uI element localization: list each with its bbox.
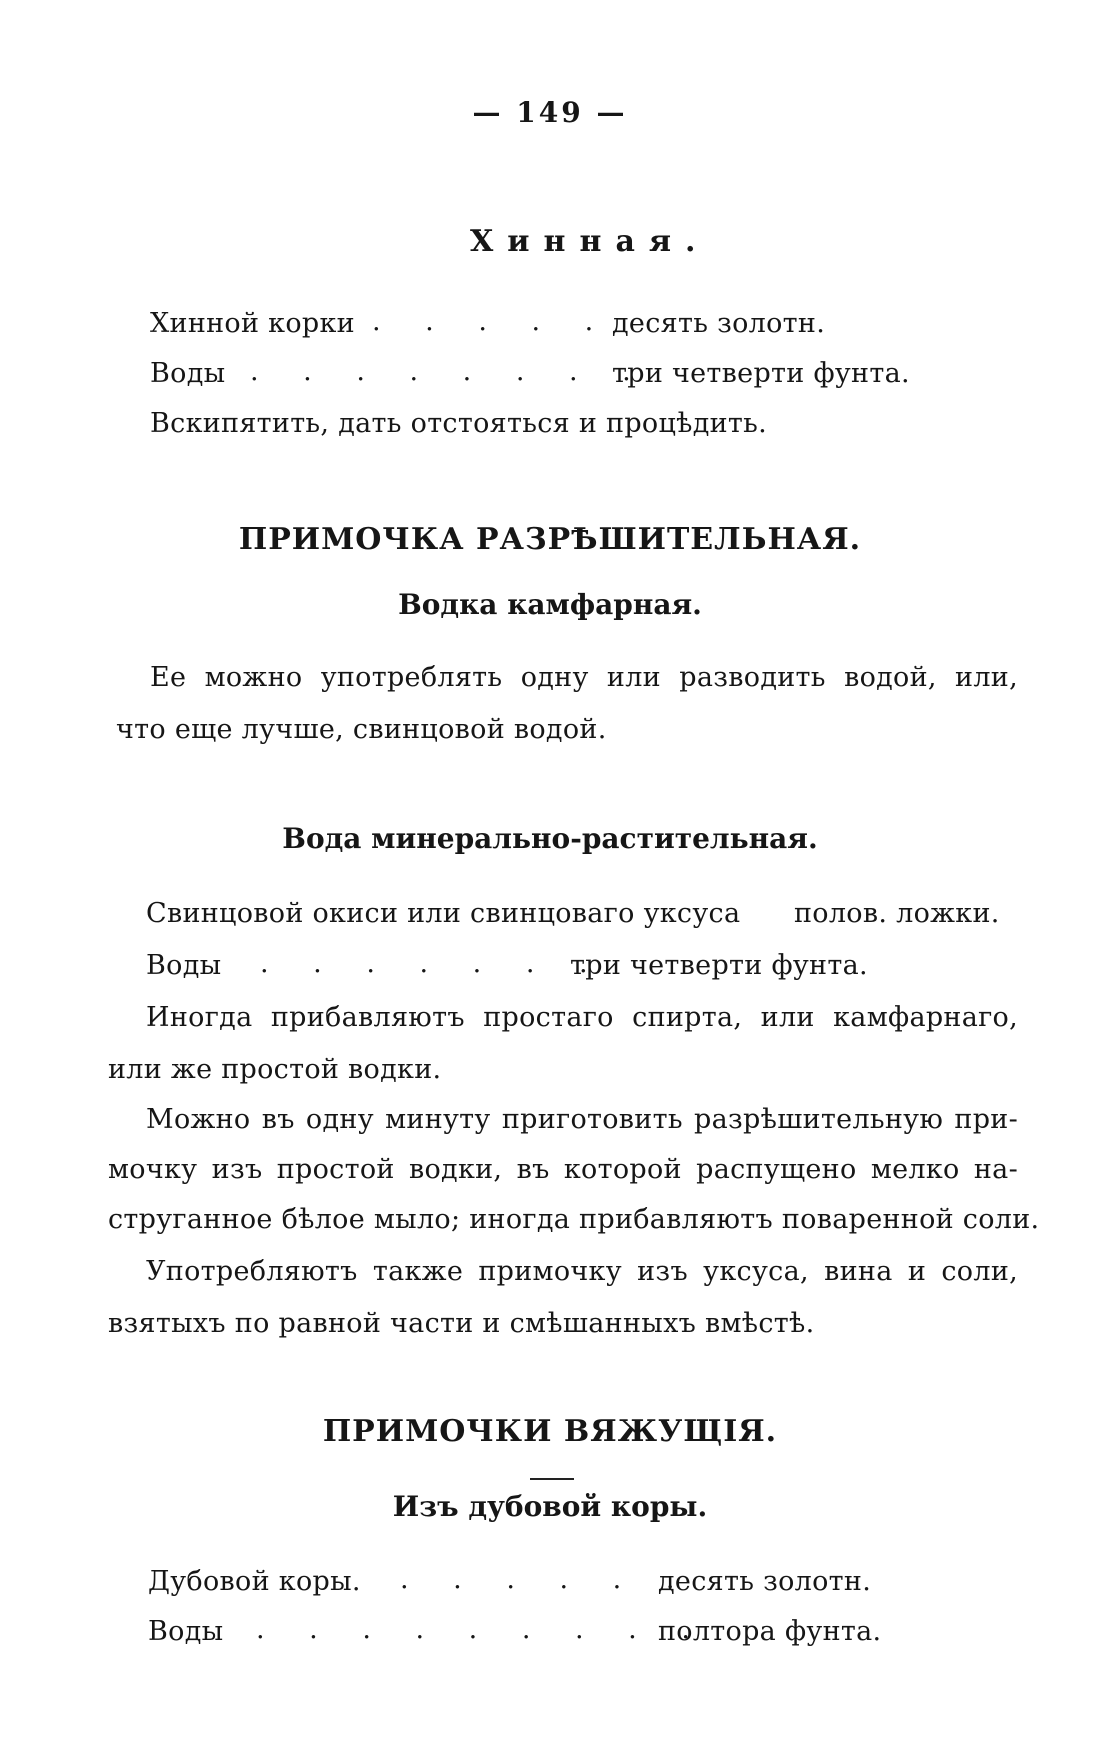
paragraph-line: или же простой водки. [108,1054,442,1085]
ingredient-name: Воды [150,358,226,389]
paragraph-line: взятыхъ по равной части и смѣшанныхъ вмѣстѣ. [108,1308,815,1339]
section-heading: ПРИМОЧКИ ВЯЖУЩІЯ. [322,1414,778,1449]
ingredient-quantity: десять золотн. [658,1566,872,1597]
paragraph-line: Употребляютъ также примочку изъ уксуса, вина и соли, [146,1256,1018,1287]
page-number: — 149 — [472,96,628,129]
paragraph-line: струганное бѣлое мыло; иногда прибавляютъ поваренной соли. [108,1204,1040,1235]
leader-dots: . . . . . . . . . [256,1614,708,1645]
ingredient-quantity: полов. ложки. [794,898,1000,929]
paragraph-line: Иногда прибавляютъ простаго спирта, или камфарнаго, [146,1002,1018,1033]
ingredient-name: Свинцовой окиси или свинцоваго уксуса [146,898,741,929]
ingredient-quantity: десять золотн. [612,308,826,339]
ingredient-quantity: три четверти фунта. [570,950,868,981]
ingredient-name: Воды [146,950,222,981]
paragraph-line: Можно въ одну минуту приготовить разрѣшительную при- [146,1104,1018,1135]
ingredient-name: Дубовой коры. [148,1566,361,1597]
section-heading: ПРИМОЧКА РАЗРѢШИТЕЛЬНАЯ. [238,522,862,557]
leader-dots: . . . . . . [400,1564,693,1595]
recipe-title: Вода минерально-растительная. [282,822,818,855]
paragraph-line: что еще лучше, свинцовой водой. [116,714,607,745]
recipe-title: Изъ дубовой коры. [392,1490,708,1523]
instruction-text: Вскипятить, дать отстояться и процѣдить. [150,408,768,439]
leader-dots: . . . . . . . [260,948,606,979]
recipe-title-khinnaya: Хинная. [470,224,710,259]
leader-dots: . . . . . [372,306,612,337]
ingredient-name: Хинной корки [150,308,355,339]
paragraph-line: мочку изъ простой водки, въ которой распущено мелко на- [108,1154,1018,1185]
paragraph-line: Ее можно употреблять одну или разводить водой, или, [150,662,1018,693]
ingredient-name: Воды [148,1616,224,1647]
short-rule [530,1478,574,1480]
ingredient-quantity: полтора фунта. [658,1616,882,1647]
ingredient-quantity: три четверти фунта. [612,358,910,389]
leader-dots: . . . . . . . . [250,356,649,387]
recipe-title: Водка камфарная. [398,588,702,621]
